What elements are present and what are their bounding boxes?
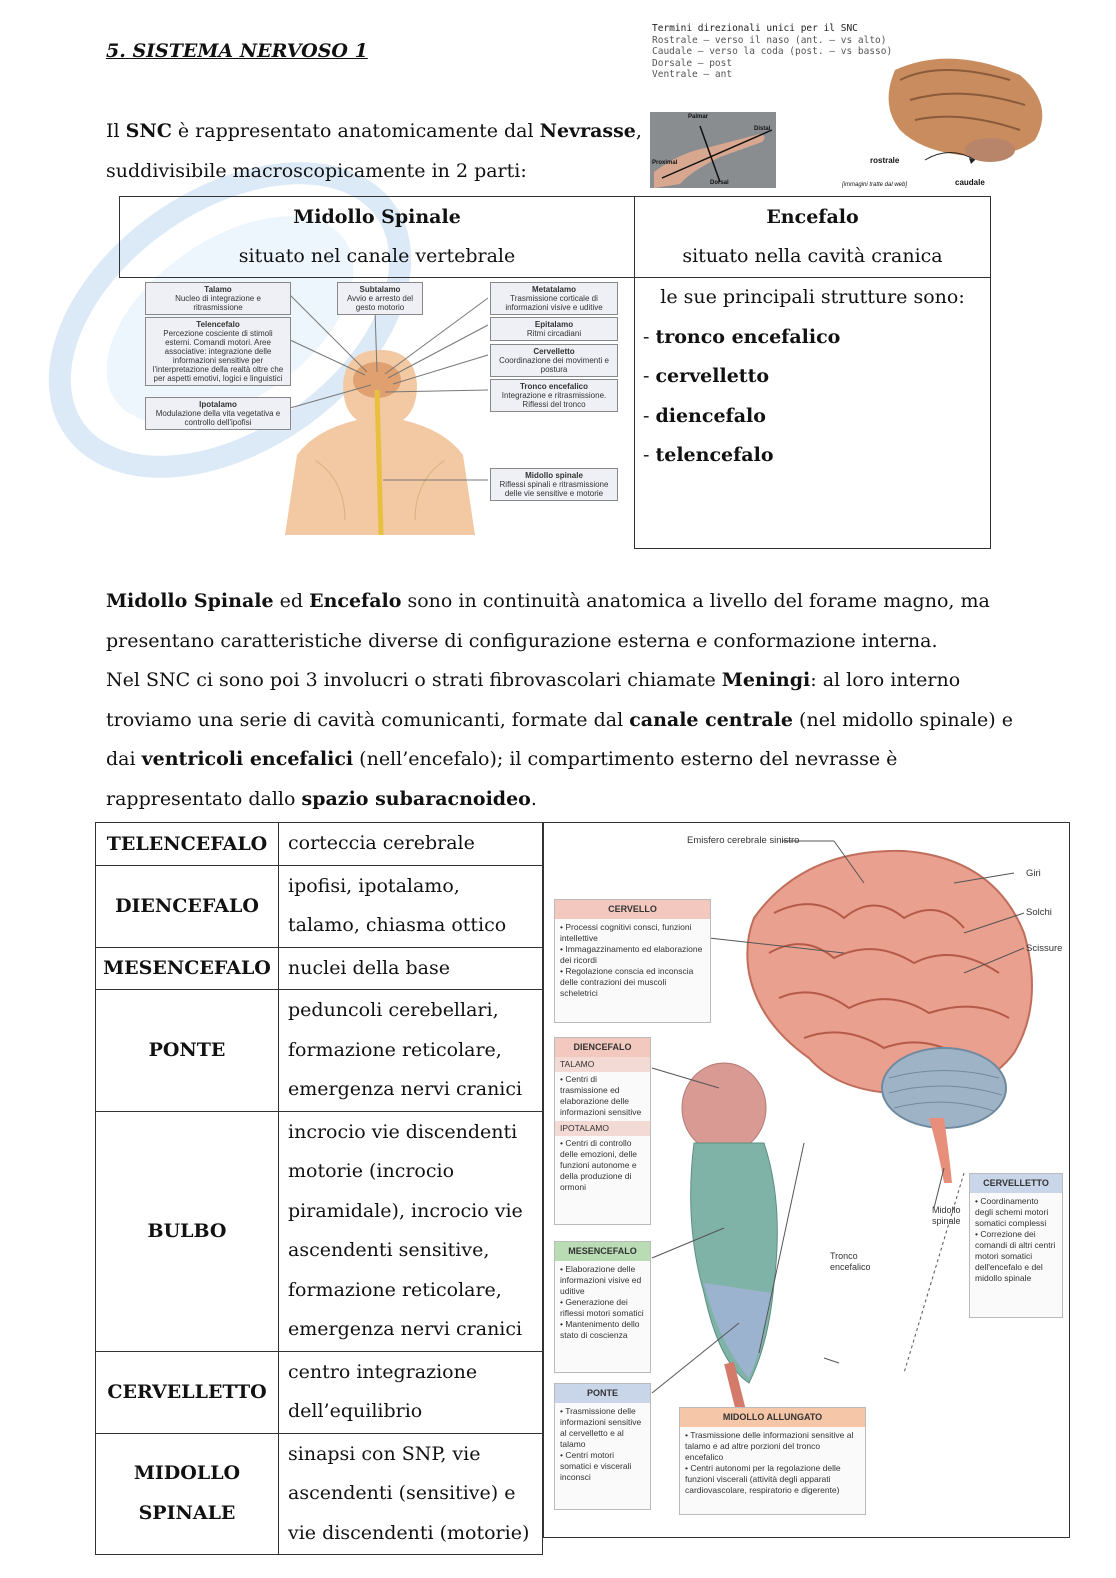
mesencefalo-card xyxy=(554,1241,651,1373)
proximal-label: Proximal xyxy=(652,160,678,166)
midollo-allungato-card xyxy=(679,1407,866,1515)
cervelletto-card-title: CERVELLETTO xyxy=(970,1174,1062,1193)
structure-item: - cervelletto xyxy=(643,365,770,387)
table-row xyxy=(96,990,543,1112)
cervelletto-card-body: • Coordinamento degli schemi motori somatici complessi • Correzione dei comandi di altri centri motori somatici dell'encefalo e del midollo spinale xyxy=(975,1196,1056,1283)
brain-orientation-image xyxy=(840,50,1055,195)
encefalo-header-cell xyxy=(635,197,991,278)
cervello-card xyxy=(554,899,711,1023)
structure-desc: nuclei della base xyxy=(279,947,543,990)
hand-directions-image xyxy=(650,112,776,188)
scissure-label: Scissure xyxy=(1026,943,1063,954)
midollo-allungato-card-title: MIDOLLO ALLUNGATO xyxy=(680,1408,865,1427)
structures-intro: le sue principali strutture sono: xyxy=(660,286,965,308)
para-line: Midollo Spinale ed Encefalo sono in continuità anatomica a livello del forame magno, ma xyxy=(106,590,990,612)
directional-line: Dorsale – post xyxy=(652,57,733,69)
diencefalo-card-title: DIENCEFALO xyxy=(555,1038,650,1057)
intro-paragraph xyxy=(106,112,642,191)
ipotalamo-label: Ipotalamo Modulazione della vita vegetativa e controllo dell'ipofisi xyxy=(145,397,291,430)
para-line: Nel SNC ci sono poi 3 involucri o strati fibrovascolari chiamate Meningi: al loro interno xyxy=(106,669,961,691)
structure-desc: centro integrazione dell’equilibrio xyxy=(279,1351,543,1433)
dorsal-label: Dorsal xyxy=(710,180,729,186)
ponte-card-body: • Trasmissione delle informazioni sensitive al cervelletto e al talamo • Centri motori somatici e viscerali inconsci xyxy=(560,1406,642,1482)
midollo-allungato-card-body: • Trasmissione delle informazioni sensitive al talamo e ad altre porzioni del tronco encefalico • Centri autonomi per la regolazione delle funzioni viscerali (attività degli apparati cardiovascolare, respiratorio e digerente) xyxy=(685,1430,854,1495)
caudale-label: caudale xyxy=(955,178,985,187)
table-row xyxy=(96,947,543,990)
structures-table xyxy=(95,822,543,1555)
para-line: troviamo una serie di cavità comunicanti, formate dal canale centrale (nel midollo spinale) e xyxy=(106,708,1013,731)
structure-item: - telencefalo xyxy=(643,444,774,466)
image-credit: [immagini tratte dal web] xyxy=(842,182,908,188)
meningi-paragraph xyxy=(106,582,1026,819)
para-line: rappresentato dallo spazio subaracnoideo. xyxy=(106,787,537,810)
midollo-title: Midollo Spinale xyxy=(293,206,461,228)
diencefalo-card-body: TALAMO • Centri di trasmissione ed elaborazione delle informazioni sensitive IPOTALAMO • Centri di controllo delle emozioni, delle funzioni autonome e della produzione di ormoni xyxy=(555,1057,650,1196)
emisfero-label: Emisfero cerebrale sinistro xyxy=(687,835,800,846)
structure-name: CERVELLETTO xyxy=(96,1351,279,1433)
cervello-card-body: • Processi cognitivi consci, funzioni intellettive • Immagazzinamento ed elaborazione dei ricordi • Regolazione conscia ed inconscia delle contrazioni dei muscoli scheletrici xyxy=(560,922,703,998)
cervelletto-card xyxy=(969,1173,1063,1318)
diencefalo-card xyxy=(554,1037,651,1225)
mesencefalo-card-title: MESENCEFALO xyxy=(555,1242,650,1261)
midollo-subtitle: situato nel canale vertebrale xyxy=(238,245,516,267)
midollo-spinale-label: Midollo spinale xyxy=(932,1205,961,1226)
structure-name: PONTE xyxy=(96,990,279,1112)
table-row xyxy=(96,865,543,947)
directional-line: Ventrale – ant xyxy=(652,69,733,80)
tronco-label: Tronco encefalico Integrazione e ritrasmissione. Riflessi del tronco xyxy=(490,379,618,412)
structure-item: - tronco encefalico xyxy=(643,325,841,348)
palmar-label: Palmar xyxy=(688,114,709,120)
rostrale-label: rostrale xyxy=(870,156,900,165)
structure-name: MESENCEFALO xyxy=(96,947,279,990)
para-line: dai ventricoli encefalici (nell’encefalo); il compartimento esterno del nevrasse è xyxy=(106,748,898,770)
ponte-card xyxy=(554,1383,651,1510)
table-row xyxy=(96,1351,543,1433)
intro-line-2: suddivisibile macroscopicamente in 2 parti: xyxy=(106,159,527,182)
structure-desc: corteccia cerebrale xyxy=(279,823,543,866)
table-row xyxy=(96,823,543,866)
encefalo-title: Encefalo xyxy=(766,206,859,228)
distal-label: Distal xyxy=(754,126,771,132)
structure-desc: sinapsi con SNP, vie ascendenti (sensitive) e vie discendenti (motorie) xyxy=(279,1433,543,1555)
cervello-card-title: CERVELLO xyxy=(555,900,710,919)
intro-line-1: Il SNC è rappresentato anatomicamente dal Nevrasse, xyxy=(106,120,642,142)
directional-line: Caudale – verso la coda (post. – vs basso) xyxy=(652,46,893,57)
solchi-label: Solchi xyxy=(1026,907,1052,918)
encefalo-structures-cell xyxy=(635,278,991,549)
table-row xyxy=(96,1111,543,1351)
midollo-label: Midollo spinale Riflessi spinali e ritrasmissione delle vie sensitive e motorie xyxy=(490,468,618,501)
structure-name: BULBO xyxy=(96,1111,279,1351)
brain-anatomy-figure xyxy=(543,822,1070,1538)
structure-item: - diencefalo xyxy=(643,404,766,427)
structure-desc: peduncoli cerebellari, formazione reticolare, emergenza nervi cranici xyxy=(279,990,543,1112)
telencefalo-label: Telencefalo Percezione cosciente di stimoli esterni. Comandi motori. Aree associative: integrazione delle informazioni sensitive per l'interpretazione della realtà oltre che per aspetti emotivi, logici e linguistici xyxy=(145,317,291,386)
structure-name: MIDOLLO SPINALE xyxy=(96,1433,279,1555)
ponte-card-title: PONTE xyxy=(555,1384,650,1403)
encefalo-subtitle: situato nella cavità cranica xyxy=(682,245,943,267)
tronco-encefalico-label: Tronco encefalico xyxy=(830,1251,871,1272)
epitalamo-label: Epitalamo Ritmi circadiani xyxy=(490,317,618,341)
nervous-system-body-diagram xyxy=(145,280,617,535)
table-row xyxy=(96,1433,543,1555)
para-line: presentano caratteristiche diverse di configurazione esterna e conformazione interna. xyxy=(106,629,938,652)
directional-heading: Termini direzionali unici per il SNC xyxy=(652,23,858,34)
mesencefalo-card-body: • Elaborazione delle informazioni visive ed uditive • Generazione dei riflessi motori somatici • Mantenimento dello stato di coscienza xyxy=(560,1264,644,1340)
structure-name: DIENCEFALO xyxy=(96,865,279,947)
directional-line: Rostrale – verso il naso (ant. – vs alto) xyxy=(652,34,887,46)
subtalamo-label: Subtalamo Avvio e arresto del gesto motorio xyxy=(337,282,423,315)
talamo-label: Talamo Nucleo di integrazione e ritrasmissione xyxy=(145,282,291,315)
structure-desc: incrocio vie discendenti motorie (incrocio piramidale), incrocio vie ascendenti sensitive, formazione reticolare, emergenza nervi cranici xyxy=(279,1111,543,1351)
cervelletto-label: Cervelletto Coordinazione dei movimenti e postura xyxy=(490,344,618,377)
metatalamo-label: Metatalamo Trasmissione corticale di informazioni visive e uditive xyxy=(490,282,618,315)
giri-label: Giri xyxy=(1026,868,1041,879)
page-title: 5. SISTEMA NERVOSO 1 xyxy=(106,40,368,62)
structure-desc: ipofisi, ipotalamo, talamo, chiasma ottico xyxy=(279,865,543,947)
midollo-header-cell xyxy=(120,197,635,278)
structure-name: TELENCEFALO xyxy=(96,823,279,866)
